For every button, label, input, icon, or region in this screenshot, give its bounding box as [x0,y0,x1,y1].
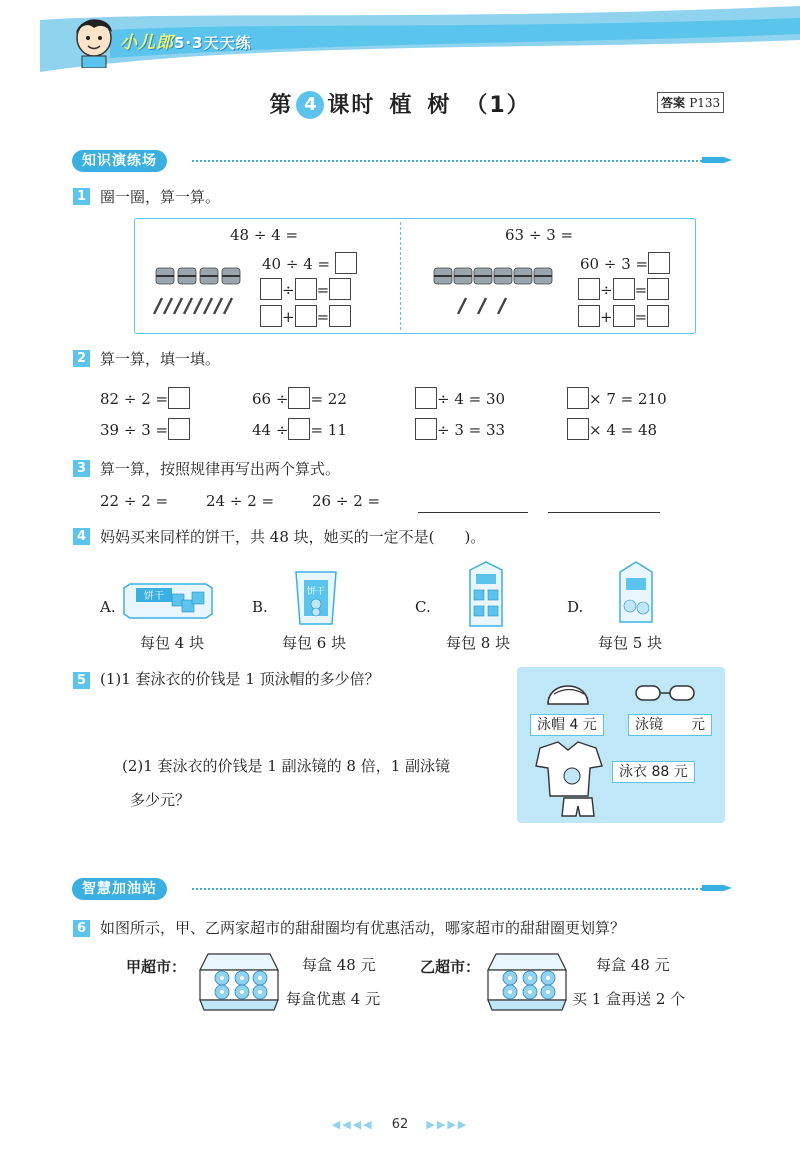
equation-text: 66 ÷ [252,390,289,408]
single-sticks-icon [150,296,240,316]
price-tag-goggles-label: 泳镜 [635,717,663,733]
q2-item [567,418,657,440]
pack-label: 饼干 [144,591,164,602]
answer-reference [657,92,724,113]
lesson-number-badge: 4 [296,91,324,119]
answer-box[interactable] [578,278,600,300]
q1-left-equation: 48 ÷ 4 = [230,226,299,244]
equation-text: ÷ 4 = 30 [437,390,506,408]
q5-part1: (1)1 套泳衣的价钱是 1 顶泳帽的多少倍？ [100,670,380,688]
brand-logo [120,28,252,53]
answer-box[interactable] [168,418,190,440]
question-number: 3 [73,460,90,477]
answer-box[interactable] [335,252,357,274]
q1-right-plus-row [578,305,669,327]
equation-text: = 22 [310,390,347,408]
q1-left-plus-row [260,305,351,327]
store-b-label: 乙超市： [420,958,481,976]
store-b-deal: 买 1 盒再送 2 个 [572,990,686,1008]
section-header-practice [72,150,732,172]
q1-right-step [580,252,670,274]
answer-box[interactable] [613,305,635,327]
q1-right-step-text: 60 ÷ 3 = [580,255,649,273]
donut-box-icon [486,948,568,1014]
q3-equation-2: 24 ÷ 2 = [206,492,275,510]
goggles-icon [630,680,700,706]
cookie-box-short-icon [612,560,660,626]
swim-cap-icon [544,672,592,708]
operator: = [634,308,648,326]
q1-prompt: 圈一圈，算一算。 [100,188,221,206]
page-number: 62 [391,1117,409,1132]
q1-right-equation: 63 ÷ 3 = [505,226,574,244]
q3-prompt: 算一算，按照规律再写出两个算式。 [100,460,341,478]
question-number: 1 [73,188,90,205]
title-pre: 第 [269,93,294,118]
cookie-box-tall-icon [462,560,510,630]
title-topic-1: 植 [389,93,414,118]
title-topic-2: 树 [427,93,452,118]
equation-text: × 4 = 48 [589,421,658,439]
store-b-price: 每盒 48 元 [596,956,670,974]
operator: = [316,308,330,326]
store-a-label: 甲超市： [126,958,187,976]
q1-divider [400,222,401,330]
operator: ÷ [282,281,295,299]
answer-box[interactable] [288,387,310,409]
q1-left-step [262,252,357,274]
q6-prompt: 如图所示，甲、乙两家超市的甜甜圈均有优惠活动，哪家超市的甜甜圈更划算？ [100,919,626,937]
answer-box[interactable] [567,418,589,440]
option-caption-c: 每包 8 块 [446,634,511,652]
q2-item [567,387,667,409]
question-number: 6 [73,920,90,937]
equation-text: 44 ÷ [252,421,289,439]
boy-mascot-icon [70,12,118,68]
question-number: 2 [73,350,90,367]
operator: = [316,281,330,299]
q2-item [100,418,190,440]
price-tag-goggles-unit: 元 [691,717,705,733]
answer-box[interactable] [329,278,351,300]
q3-equation-1: 22 ÷ 2 = [100,492,169,510]
q1-right-div-row [578,278,669,300]
option-caption-b: 每包 6 块 [282,634,347,652]
price-tag-swimsuit: 泳衣 88 元 [612,761,695,783]
title-post: 课时 [327,93,376,118]
brand-sub: 5·3天天练 [174,34,252,52]
answer-box[interactable] [260,278,282,300]
arrows-left-icon: ◀◀◀◀ [331,1118,374,1131]
option-letter-a[interactable]: A. [100,598,116,616]
operator: + [600,308,613,326]
answer-box[interactable] [329,305,351,327]
answer-box[interactable] [648,252,670,274]
equation-text: × 7 = 210 [589,390,667,408]
store-a-deal: 每盒优惠 4 元 [286,990,381,1008]
answer-box[interactable] [168,387,190,409]
answer-box[interactable] [613,278,635,300]
answer-box[interactable] [578,305,600,327]
answer-box[interactable] [415,387,437,409]
q2-item [100,387,190,409]
price-tag-goggles [628,714,712,736]
q2-item [415,387,505,409]
pencil-icon [702,883,732,893]
option-letter-b[interactable]: B. [252,598,268,616]
question-number: 5 [73,672,90,689]
operator: + [282,308,295,326]
title-part: （1） [465,93,531,118]
section-header-challenge [72,878,732,900]
price-tag-cap: 泳帽 4 元 [530,714,604,736]
option-letter-c[interactable]: C. [415,598,431,616]
store-a-price: 每盒 48 元 [302,956,376,974]
equation-text: 82 ÷ 2 = [100,390,169,408]
q4-prompt: 妈妈买来同样的饼干，共 48 块，她买的一定不是( )。 [100,528,486,546]
pencil-icon [702,155,732,165]
stick-bundles-icon [152,262,242,290]
option-caption-d: 每包 5 块 [598,634,663,652]
q2-prompt: 算一算，填一填。 [100,350,221,368]
swimsuit-icon [530,740,610,818]
answer-page: P133 [689,96,721,110]
option-caption-a: 每包 4 块 [140,634,205,652]
arrows-right-icon: ▶▶▶▶ [426,1118,469,1131]
equation-text: ÷ 3 = 33 [437,421,506,439]
answer-box[interactable] [260,305,282,327]
q1-left-div-row [260,278,351,300]
option-letter-d[interactable]: D. [567,598,584,616]
q5-part2-line2: 多少元？ [130,791,191,809]
answer-box[interactable] [415,418,437,440]
section-divider [192,160,702,162]
answer-line[interactable] [418,512,528,513]
single-sticks-icon [452,296,522,316]
page-footer [0,1117,800,1132]
question-number: 4 [73,528,90,545]
equation-text: = 11 [310,421,347,439]
q2-item [252,387,347,409]
brand-main: 小儿郎 [120,33,174,53]
answer-box[interactable] [295,278,317,300]
cookie-bag-icon [290,568,342,628]
answer-line[interactable] [548,512,660,513]
q2-item [252,418,347,440]
operator: = [634,281,648,299]
section-title-challenge: 智慧加油站 [72,878,167,900]
answer-box[interactable] [647,278,669,300]
q2-item [415,418,505,440]
answer-box[interactable] [295,305,317,327]
section-divider [192,888,702,890]
q5-part2-line1: (2)1 套泳衣的价钱是 1 副泳镜的 8 倍，1 副泳镜 [122,757,451,775]
q1-left-step-text: 40 ÷ 4 = [262,255,331,273]
answer-box[interactable] [647,305,669,327]
pack-label: 饼干 [306,587,326,597]
answer-box[interactable] [288,418,310,440]
operator: ÷ [600,281,613,299]
q3-equation-3: 26 ÷ 2 = [312,492,381,510]
answer-label: 答案 [661,96,686,110]
equation-text: 39 ÷ 3 = [100,421,169,439]
stick-bundles-icon [432,262,556,290]
cookie-wrapper-pack-icon [120,580,216,622]
section-title-practice: 知识演练场 [72,150,167,172]
answer-box[interactable] [567,387,589,409]
donut-box-icon [198,948,280,1014]
